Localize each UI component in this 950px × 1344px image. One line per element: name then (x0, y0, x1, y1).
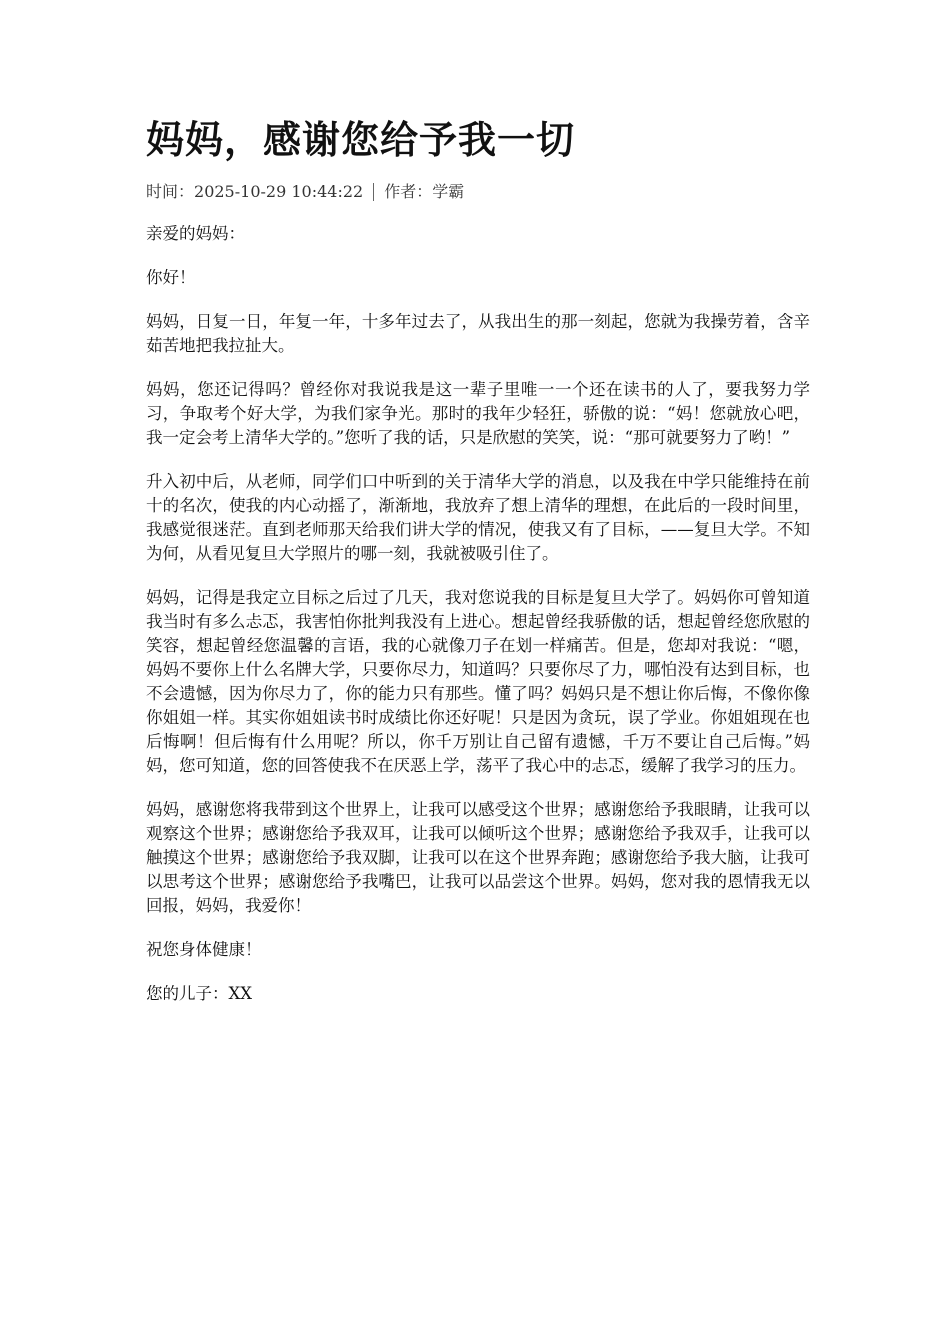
body-paragraph: 妈妈，记得是我定立目标之后过了几天，我对您说我的目标是复旦大学了。妈妈你可曾知道我当时有多么忐忑，我害怕你批判我没有上进心。想起曾经我骄傲的话，想起曾经您欣慰的笑容，想起曾经您温馨的言语，我的心就像刀子在划一样痛苦。但是，您却对我说：“嗯，妈妈不要你上什么名牌大学，只要你尽力，知道吗？只要你尽了力，哪怕没有达到目标，也不会遗憾，因为你尽力了，你的能力只有那些。懂了吗？妈妈只是不想让你后悔，不像你像你姐姐一样。其实你姐姐读书时成绩比你还好呢！只是因为贪玩，误了学业。你姐姐现在也后悔啊！但后悔有什么用呢？所以，你千万别让自己留有遗憾，千万不要让自己后悔。”妈妈，您可知道，您的回答使我不在厌恶上学，荡平了我心中的忐忑，缓解了我学习的压力。 (146, 588, 810, 775)
article-body (146, 222, 810, 1006)
body-paragraph: 妈妈，日复一日，年复一年，十多年过去了，从我出生的那一刻起，您就为我操劳着，含辛茹苦地把我拉扯大。 (146, 312, 810, 355)
closing-wish: 祝您身体健康！ (146, 940, 262, 959)
time-value: 2025-10-29 10:44:22 (194, 182, 364, 201)
time-label: 时间： (146, 182, 195, 201)
greeting: 你好！ (146, 268, 196, 287)
body-paragraph: 妈妈，您还记得吗？曾经你对我说我是这一辈子里唯一一个还在读书的人了，要我努力学习，争取考个好大学，为我们家争光。那时的我年少轻狂，骄傲的说：“妈！您就放心吧，我一定会考上清华大学的。”您听了我的话，只是欣慰的笑笑，说：“那可就要努力了哟！” (146, 380, 810, 447)
body-paragraph: 妈妈，感谢您将我带到这个世界上，让我可以感受这个世界；感谢您给予我眼睛，让我可以观察这个世界；感谢您给予我双耳，让我可以倾听这个世界；感谢您给予我双手，让我可以触摸这个世界；感谢您给予我双脚，让我可以在这个世界奔跑；感谢您给予我大脑，让我可以思考这个世界；感谢您给予我嘴巴，让我可以品尝这个世界。妈妈，您对我的恩情我无以回报，妈妈，我爱你！ (146, 800, 810, 915)
article (146, 112, 810, 1026)
author-value: 学霸 (432, 182, 465, 201)
page-title: 妈妈，感谢您给予我一切 (146, 117, 576, 162)
meta-divider (373, 183, 374, 201)
article-meta (146, 180, 810, 204)
body-paragraph: 升入初中后，从老师，同学们口中听到的关于清华大学的消息，以及我在中学只能维持在前十的名次，使我的内心动摇了，渐渐地，我放弃了想上清华的理想，在此后的一段时间里，我感觉很迷茫。直到老师那天给我们讲大学的情况，使我又有了目标，——复旦大学。不知为何，从看见复旦大学照片的哪一刻，我就被吸引住了。 (146, 472, 810, 563)
author-label: 作者： (384, 182, 433, 201)
salutation: 亲爱的妈妈： (146, 224, 245, 243)
signature: 您的儿子：XX (146, 984, 252, 1003)
